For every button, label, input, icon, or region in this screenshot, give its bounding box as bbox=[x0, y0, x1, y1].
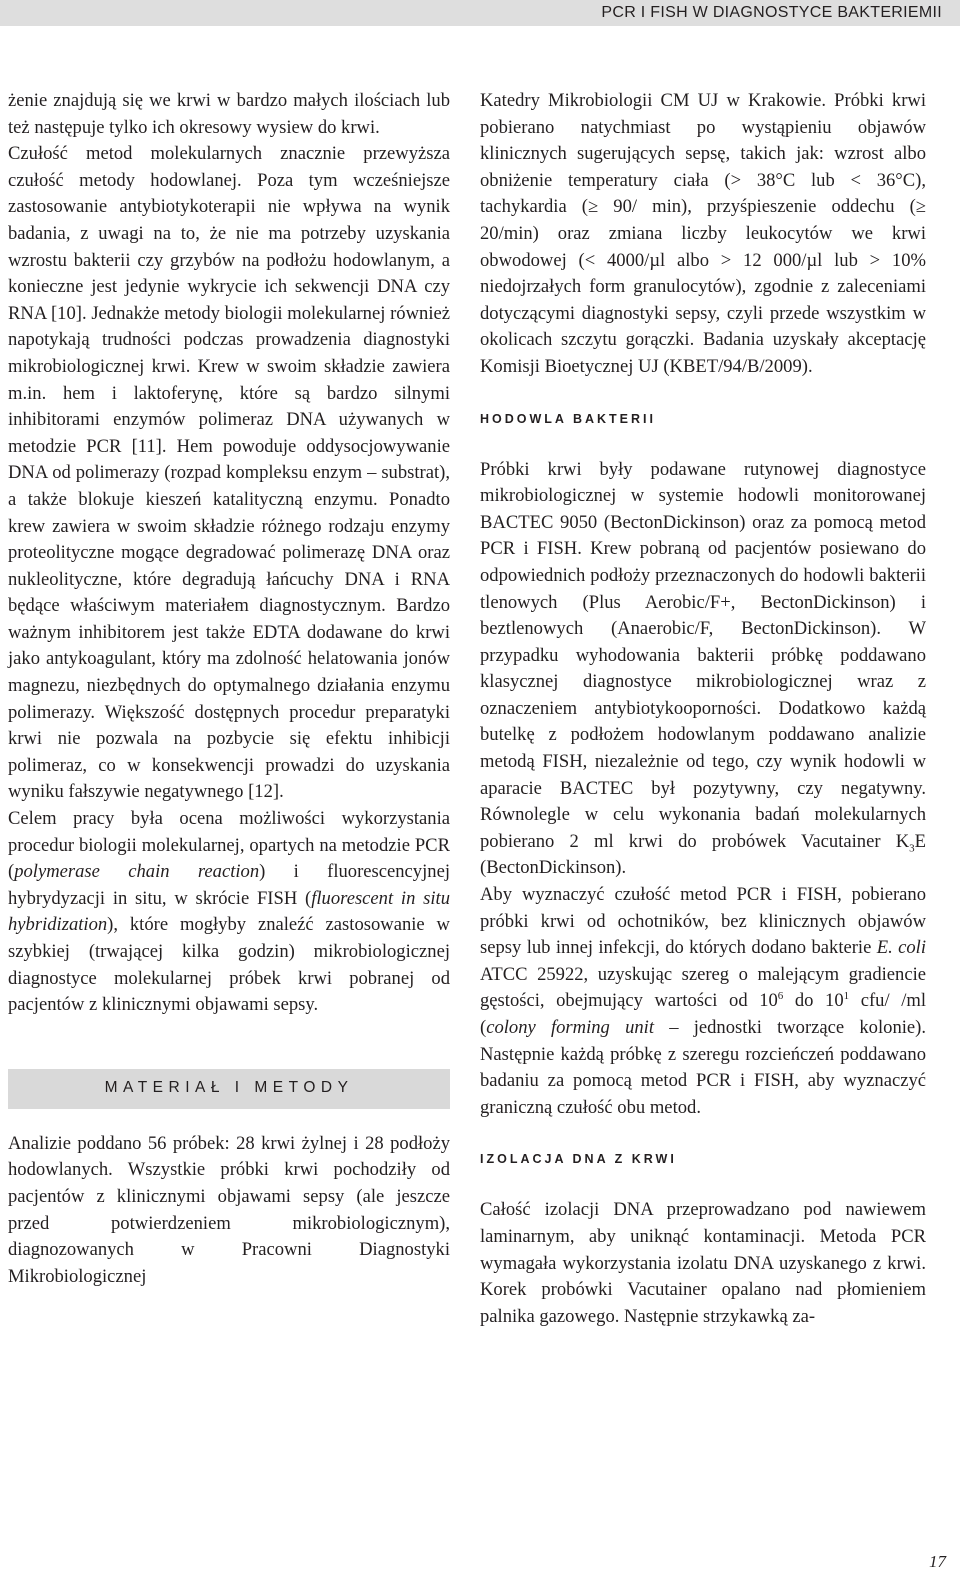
text-run: Celem pracy była ocena możliwości wykorzystania procedur biologii molekularnej, opartych na metodzie PCR ( bbox=[8, 808, 450, 883]
text-run: – jednostki tworzące kolonie). Następnie każdą próbkę z szeregu rozcieńczeń poddawano badaniu za pomocą metod PCR i FISH, aby wyznaczyć graniczną czułość obu metod. bbox=[480, 1017, 926, 1118]
italic-term: colony forming unit bbox=[486, 1017, 654, 1038]
subscript: 3 bbox=[909, 842, 915, 855]
text-run: ), które mogłyby znaleźć zastosowanie w szybkiej (trwającej kilka godzin) mikrobiologicznej diagnostyce molekularnej próbek krwi pobranej od pacjentów z klinicznymi objawami sepsy. bbox=[8, 914, 450, 1016]
text-run: do 10 bbox=[783, 990, 844, 1012]
text-run: Aby wyznaczyć czułość metod PCR i FISH, pobierano próbki krwi od ochotników, bez klinicznych objawów sepsy lub innej infekcji, do których dodano bakterie bbox=[480, 884, 926, 959]
paragraph: żenie znajdują się we krwi w bardzo małych ilościach lub też następuje tylko ich okresowy wysiew do krwi. bbox=[8, 90, 450, 138]
paragraph bbox=[480, 882, 926, 1121]
text-run: ATCC 25922, uzyskując szereg o malejącym gradiencie gęstości, obejmujący wartości od 10 bbox=[480, 963, 926, 1012]
section-heading-methods: MATERIAŁ I METODY bbox=[8, 1069, 450, 1109]
superscript: 6 bbox=[777, 990, 784, 1003]
text-run: E (BectonDickinson). bbox=[480, 830, 926, 879]
italic-term: E. coli bbox=[876, 937, 926, 959]
paragraph-aim bbox=[8, 806, 450, 1019]
italic-term: polymerase chain reaction bbox=[14, 861, 260, 883]
paragraph: Analizie poddano 56 próbek: 28 krwi żylnej i 28 podłoży hodowlanych. Wszystkie próbki krwi pochodziły od pacjentów z klinicznymi objawami sepsy (ale jeszcze przed potwierdzeniem mikrobiologicznym), diagnozowanych w Pracowni Diagnostyki Mikrobiologicznej bbox=[8, 1132, 450, 1287]
text-run: cfu/ /ml ( bbox=[480, 990, 926, 1038]
running-header: PCR I FISH W DIAGNOSTYCE BAKTERIEMII bbox=[0, 0, 960, 26]
paragraph: Całość izolacji DNA przeprowadzano pod nawiewem laminarnym, aby uniknąć kontaminacji. Metoda PCR wymagała wykorzystania izolatu DNA uzyskanego z krwi. Korek probówki Vacutainer opalano nad płomieniem palnika gazowego. Następnie strzykawką za- bbox=[480, 1199, 926, 1327]
subsection-heading-culture: HODOWLA BAKTERII bbox=[480, 411, 656, 426]
subsection-heading-dna-isolation: IZOLACJA DNA Z KRWI bbox=[480, 1152, 677, 1167]
italic-term: fluorescent in situ hybridization bbox=[8, 887, 450, 936]
left-column bbox=[8, 88, 450, 1290]
text-run: Próbki krwi były podawane rutynowej diagnostyce mikrobiologicznej w systemie hodowli monitorowanej BACTEC 9050 (BectonDickinson) oraz za pomocą metod PCR i FISH. Krew pobraną od pacjentów posiewano do odpowiednich podłoży przeznaczonych do hodowli bakterii tlenowych (Plus Aerobic/F+, BectonDickinson) i beztlenowych (Anaerobic/F, BectonDickinson). W przypadku wyhodowania bakterii próbkę poddawano klasycznej diagnostyce mikrobiologicznej wraz z oznaczeniem antybiotykooporności. Dodatkowo każdą butelkę z podłożem hodowlanym poddawano analizie metodą FISH, niezależnie od tego, czy wynik hodowli w aparacie BACTEC był pozytywny, czy negatywny. Równolegle w celu wykonania badań molekularnych pobierano 2 ml krwi do probówek Vacutainer K bbox=[480, 458, 926, 852]
paragraph bbox=[480, 457, 926, 883]
right-column bbox=[480, 88, 926, 1330]
paragraph: Katedry Mikrobiologii CM UJ w Krakowie. Próbki krwi pobierano natychmiast po wystąpieniu objawów klinicznych sugerujących sepsę, takich jak: wzrost albo obniżenie temperatury ciała (> 38°C lub < 36°C), tachykardia (≥ 90/ min), przyśpieszenie oddechu (≥ 20/min) oraz zmiana liczby leukocytów we krwi obwodowej (< 4000/µl albo > 12 000/µl lub > 10% niedojrzałych form granulocytów), zgodnie z zaleceniami dotyczącymi diagnostyki sepsy, czyli przede wszystkim w okolicach szczytu gorączki. Badania uzyskały akceptację Komisji Bioetycznej UJ (KBET/94/B/2009). bbox=[480, 90, 926, 377]
text-run: ) i fluorescencyjnej hybrydyzacji in situ, w skrócie FISH ( bbox=[8, 861, 450, 909]
page-number: 17 bbox=[929, 1552, 946, 1571]
superscript: 1 bbox=[843, 990, 850, 1003]
paragraph: Czułość metod molekularnych znacznie przewyższa czułość metody hodowlanej. Poza tym wcześniejsze zastosowanie antybiotykoterapii nie wpływa na wynik badania, z uwagi na to, że nie ma potrzeby uzyskania wzrostu bakterii czy grzybów na podłożu hodowlanym, a konieczne jest jedynie wykrycie ich sekwencji DNA czy RNA [10]. Jednakże metody biologii molekularnej również napotykają trudności podczas prowadzenia diagnostyki mikrobiologicznej krwi. Krew w swoim składzie zawiera m.in. hem i laktoferynę, które są bardzo silnymi inhibitorami enzymów polimeraz DNA używanych w metodzie PCR [11]. Hem powoduje oddysocjowywanie DNA od polimerazy (rozpad kompleksu enzym – substrat), a także blokuje kieszeń katalityczną enzymu. Ponadto krew zawiera w swoim składzie różnego rodzaju enzymy proteolityczne mogące degradować polimerazę DNA oraz nukleolityczne, które degradują łańcuchy DNA i RNA będące właściwym materiałem diagnostycznym. Bardzo ważnym inhibitorem jest także EDTA dodawane do krwi jako antykoagulant, który ma zdolność helatowania jonów magnezu, niezbędnych do optymalnego działania enzymu polimerazy. Większość dostępnych procedur preparatyki krwi nie pozwala na pozbycie się efektu inhibicji polimeraz, co w konsekwencji prowadzi do uzyskania wyniku fałszywie negatywnego [12]. bbox=[8, 143, 450, 803]
